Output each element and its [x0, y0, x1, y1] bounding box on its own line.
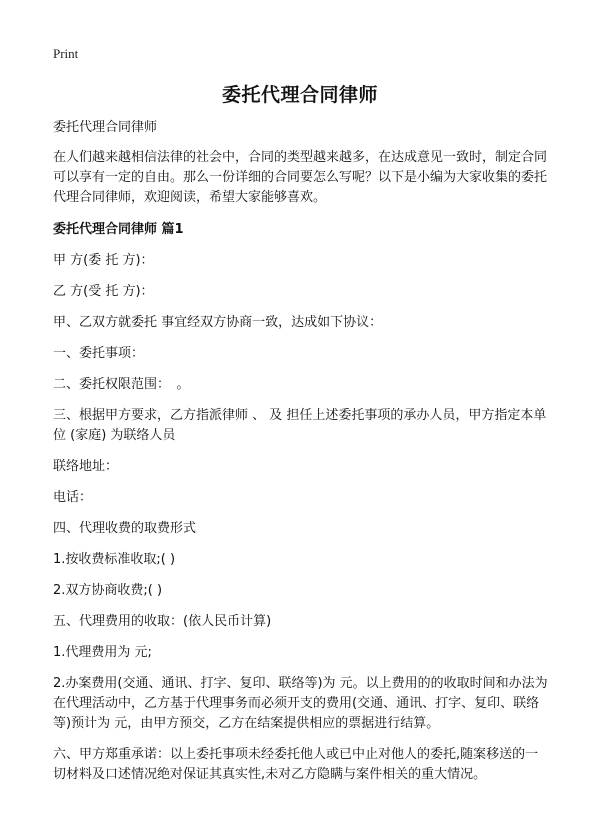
contact-phone: 电话：: [53, 490, 93, 505]
section-heading: 委托代理合同律师 篇1: [53, 222, 184, 237]
agreement-preamble: 甲、乙双方就委托 事宜经双方协商一致，达成如下协议：: [53, 315, 383, 330]
page-title: 委托代理合同律师: [221, 84, 378, 106]
clause-4-option-2: 2.双方协商收费;( ): [53, 583, 163, 598]
clause-5-item-1: 1.代理费用为 元;: [53, 645, 152, 660]
clause-5-item-2: 2.办案费用(交通、通讯、打字、复印、联络等)为 元。以上费用的的收取时间和办法为 在代理活动中，乙方基于代理事务而必须开支的费用(交通、通讯、打字、复印、联络等)预计为 元，由甲方预交，乙方在结案提供相应的票据进行结算。: [53, 676, 548, 731]
document-body: [53, 118, 548, 796]
clause-2: 二、委托权限范围： 。: [53, 377, 190, 392]
party-a-line: 甲 方(委 托 方)：: [53, 253, 154, 268]
intro-paragraph: 在人们越来越相信法律的社会中，合同的类型越来越多，在达成意见一致时，制定合同可以享有一定的自由。那么一份详细的合同要怎么写呢？以下是小编为大家收集的委托代理合同律师，欢迎阅读，希望大家能够喜欢。: [53, 150, 548, 205]
contact-address: 联络地址：: [53, 459, 119, 474]
clause-4: 四、代理收费的取费形式: [53, 521, 197, 536]
print-link[interactable]: Print: [53, 46, 79, 61]
document-subtitle: 委托代理合同律师: [53, 120, 158, 135]
clause-4-option-1: 1.按收费标准收取;( ): [53, 552, 176, 567]
clause-5: 五、代理费用的收取：(依人民币计算): [53, 614, 272, 629]
party-b-line: 乙 方(受 托 方)：: [53, 284, 154, 299]
clause-6: 六、甲方郑重承诺：以上委托事项未经委托他人或已中止对他人的委托,随案移送的一切材料及口述情况绝对保证其真实性,未对乙方隐瞒与案件相关的重大情况。: [53, 747, 539, 782]
clause-3: 三、根据甲方要求，乙方指派律师 、 及 担任上述委托事项的承办人员，甲方指定本单位 (家庭) 为联络人员: [53, 408, 547, 443]
clause-1: 一、委托事项：: [53, 346, 145, 361]
